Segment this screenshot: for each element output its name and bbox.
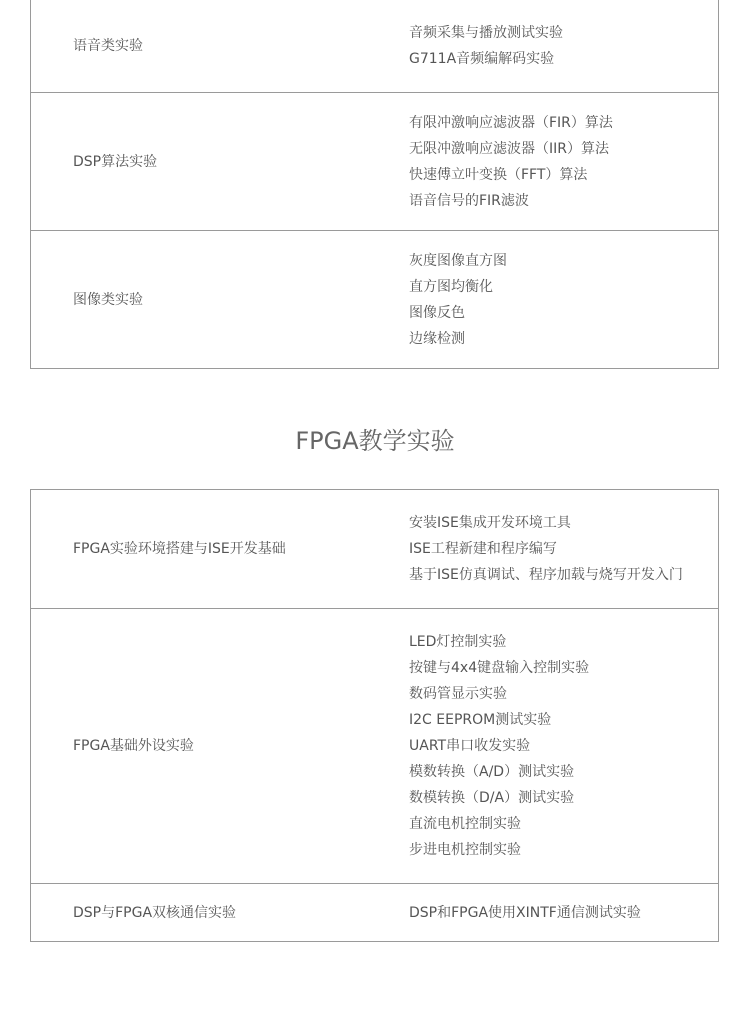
list-item: 数码管显示实验 xyxy=(409,686,507,702)
table-row xyxy=(31,608,718,883)
category-label: FPGA实验环境搭建与ISE开发基础 xyxy=(73,541,286,557)
list-item: 按键与4x4键盘输入控制实验 xyxy=(409,660,590,676)
list-item: 快速傅立叶变换（FFT）算法 xyxy=(409,166,588,183)
fpga-experiment-table xyxy=(30,489,719,942)
list-item: 安装ISE集成开发环境工具 xyxy=(409,515,571,531)
list-item: I2C EEPROM测试实验 xyxy=(409,712,552,728)
experiment-list xyxy=(409,900,718,926)
list-item: UART串口收发实验 xyxy=(409,738,531,754)
category-label: 图像类实验 xyxy=(73,291,143,308)
table-row xyxy=(31,92,718,230)
section-title: FPGA教学实验 xyxy=(295,427,455,455)
experiment-list xyxy=(409,110,718,214)
list-item: 直流电机控制实验 xyxy=(409,816,521,832)
list-item: 语音信号的FIR滤波 xyxy=(409,192,529,209)
experiment-list xyxy=(409,20,718,72)
experiment-list xyxy=(409,248,718,352)
list-item: 有限冲激响应滤波器（FIR）算法 xyxy=(409,114,613,131)
list-item: 直方图均衡化 xyxy=(409,278,493,295)
list-item: 数模转换（D/A）测试实验 xyxy=(409,790,575,806)
list-item: 基于ISE仿真调试、程序加载与烧写开发入门 xyxy=(409,567,683,583)
list-item: G711A音频编解码实验 xyxy=(409,51,555,67)
list-item: 模数转换（A/D）测试实验 xyxy=(409,764,575,780)
list-item: 步进电机控制实验 xyxy=(409,842,521,858)
experiment-list xyxy=(409,510,718,588)
list-item: LED灯控制实验 xyxy=(409,634,507,650)
list-item: 灰度图像直方图 xyxy=(409,252,507,269)
list-item: ISE工程新建和程序编写 xyxy=(409,541,557,557)
category-label: 语音类实验 xyxy=(73,38,143,54)
table-row xyxy=(31,883,718,941)
list-item: 无限冲激响应滤波器（IIR）算法 xyxy=(409,140,609,157)
table-row xyxy=(31,0,718,92)
list-item: 音频采集与播放测试实验 xyxy=(409,25,563,41)
category-label: DSP与FPGA双核通信实验 xyxy=(73,904,237,921)
list-item: 边缘检测 xyxy=(409,330,465,347)
list-item: 图像反色 xyxy=(409,304,465,321)
experiment-list xyxy=(409,629,718,863)
table-row xyxy=(31,490,718,608)
dsp-experiment-table xyxy=(30,0,719,369)
table-row xyxy=(31,230,718,368)
list-item: DSP和FPGA使用XINTF通信测试实验 xyxy=(409,904,641,921)
category-label: FPGA基础外设实验 xyxy=(73,738,194,754)
category-label: DSP算法实验 xyxy=(73,153,158,170)
